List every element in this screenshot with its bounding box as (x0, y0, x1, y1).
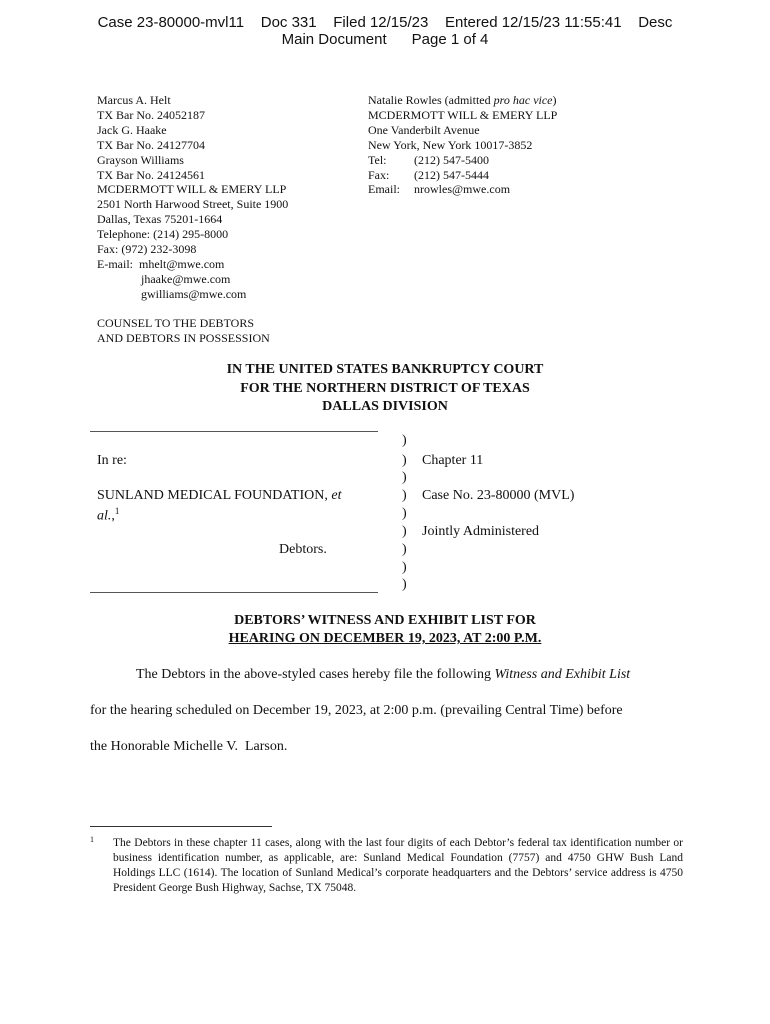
caption-case-no: Case No. 23-80000 (MVL) (422, 488, 575, 503)
contact-value: (212) 547-5400 (414, 152, 489, 167)
court-line: DALLAS DIVISION (322, 399, 448, 414)
counsel-email-line: gwilliams@mwe.com (141, 286, 247, 301)
counsel-line: Grayson Williams (97, 152, 184, 167)
caption-paren: ) (402, 433, 407, 448)
body-italic-title: Witness and Exhibit List (494, 667, 631, 682)
caption-bottom-rule (90, 592, 378, 593)
counsel-name-suffix: ) (552, 93, 557, 107)
right-counsel-block (368, 93, 557, 197)
caption-debtor-line2 (97, 506, 119, 525)
counsel-line: Fax: (972) 232-3098 (97, 242, 197, 257)
left-counsel-block (97, 93, 288, 302)
contact-line (368, 168, 557, 183)
counsel-designation (97, 316, 270, 346)
contact-label: Tel: (368, 152, 387, 167)
court-line: IN THE UNITED STATES BANKRUPTCY COURT (226, 362, 544, 377)
caption-top-rule (90, 431, 378, 432)
counsel-line: MCDERMOTT WILL & EMERY LLP (368, 107, 558, 122)
counsel-line: One Vanderbilt Avenue (368, 122, 480, 137)
contact-line (368, 182, 557, 197)
caption-chapter: Chapter 11 (422, 453, 484, 468)
counsel-designation-line: COUNSEL TO THE DEBTORS (97, 316, 255, 330)
counsel-email-line: jhaake@mwe.com (141, 271, 231, 286)
title-line2: HEARING ON DECEMBER 19, 2023, AT 2:00 P.M. (228, 631, 542, 646)
body-line1 (136, 667, 630, 683)
footnote-rule (90, 826, 272, 827)
counsel-line: New York, New York 10017-3852 (368, 137, 533, 152)
footnote-text: The Debtors in these chapter 11 cases, along with the last four digits of each Debtor’s federal tax identification number or business identification number, as applicable, are: Sunland Medical Foundation (7757) and 4750 GHW Bush Land Holdings LLC (1614). The location of Sunland Medical’s corporate headquarters and the Debtors’ service address is 4750 President George Bush Highway, Sachse, TX 75048. (113, 837, 683, 894)
counsel-line: 2501 North Harwood Street, Suite 1900 (97, 197, 289, 212)
caption-debtor-line1 (97, 488, 341, 504)
caption-paren: ) (402, 453, 407, 468)
caption-jointly-administered: Jointly Administered (422, 524, 540, 539)
title-line1: DEBTORS’ WITNESS AND EXHIBIT LIST FOR (234, 613, 536, 628)
counsel-line: Marcus A. Helt (97, 93, 171, 107)
caption-paren: ) (402, 524, 407, 539)
et-al-part1: et (331, 488, 342, 503)
et-al-punct: , (111, 508, 115, 524)
contact-value: (212) 547-5444 (414, 167, 489, 182)
caption-paren: ) (402, 470, 407, 485)
pro-hac-vice: pro hac vice (493, 93, 553, 107)
counsel-name-line (368, 93, 557, 108)
counsel-line: TX Bar No. 24052187 (97, 107, 205, 122)
body-line3: the Honorable Michelle V. Larson. (90, 739, 288, 754)
court-line: FOR THE NORTHERN DISTRICT OF TEXAS (240, 380, 530, 396)
contact-line (368, 153, 557, 168)
counsel-line: Dallas, Texas 75201-1664 (97, 212, 223, 227)
caption-debtors-label: Debtors. (279, 542, 327, 557)
counsel-designation-line: AND DEBTORS IN POSSESSION (97, 331, 270, 345)
counsel-line: MCDERMOTT WILL & EMERY LLP (97, 182, 287, 197)
et-al-part2: al. (97, 508, 112, 524)
contact-value: nrowles@mwe.com (414, 182, 511, 197)
debtor-name: SUNLAND MEDICAL FOUNDATION, (97, 488, 328, 503)
counsel-line: TX Bar No. 24124561 (97, 167, 205, 182)
footnote-mark: 1 (90, 835, 94, 844)
contact-label: Fax: (368, 167, 390, 182)
body-line2: for the hearing scheduled on December 19, 2023, at 2:00 p.m. (prevailing Central Time) before (90, 703, 623, 718)
footnote-ref: 1 (114, 506, 120, 516)
filing-header-line2: Main Document Page 1 of 4 (281, 31, 489, 48)
counsel-line: TX Bar No. 24127704 (97, 137, 205, 152)
counsel-name: Natalie Rowles (admitted (368, 93, 494, 107)
caption-in-re: In re: (97, 453, 127, 468)
caption-paren: ) (402, 542, 407, 557)
court-heading (0, 361, 770, 417)
counsel-line: Jack G. Haake (97, 122, 167, 137)
caption-paren: ) (402, 488, 407, 503)
counsel-email-line: E-mail: mhelt@mwe.com (97, 256, 225, 271)
contact-label: Email: (368, 182, 400, 197)
filing-header-line1: Case 23-80000-mvl11 Doc 331 Filed 12/15/23 Entered 12/15/23 11:55:41 Desc (97, 14, 673, 31)
caption-paren: ) (402, 577, 407, 592)
body-text: The Debtors in the above-styled cases hereby file the following (136, 667, 495, 682)
counsel-line: Telephone: (214) 295-8000 (97, 227, 229, 242)
caption-paren: ) (402, 506, 407, 521)
document-title (0, 612, 770, 648)
caption-paren: ) (402, 560, 407, 575)
